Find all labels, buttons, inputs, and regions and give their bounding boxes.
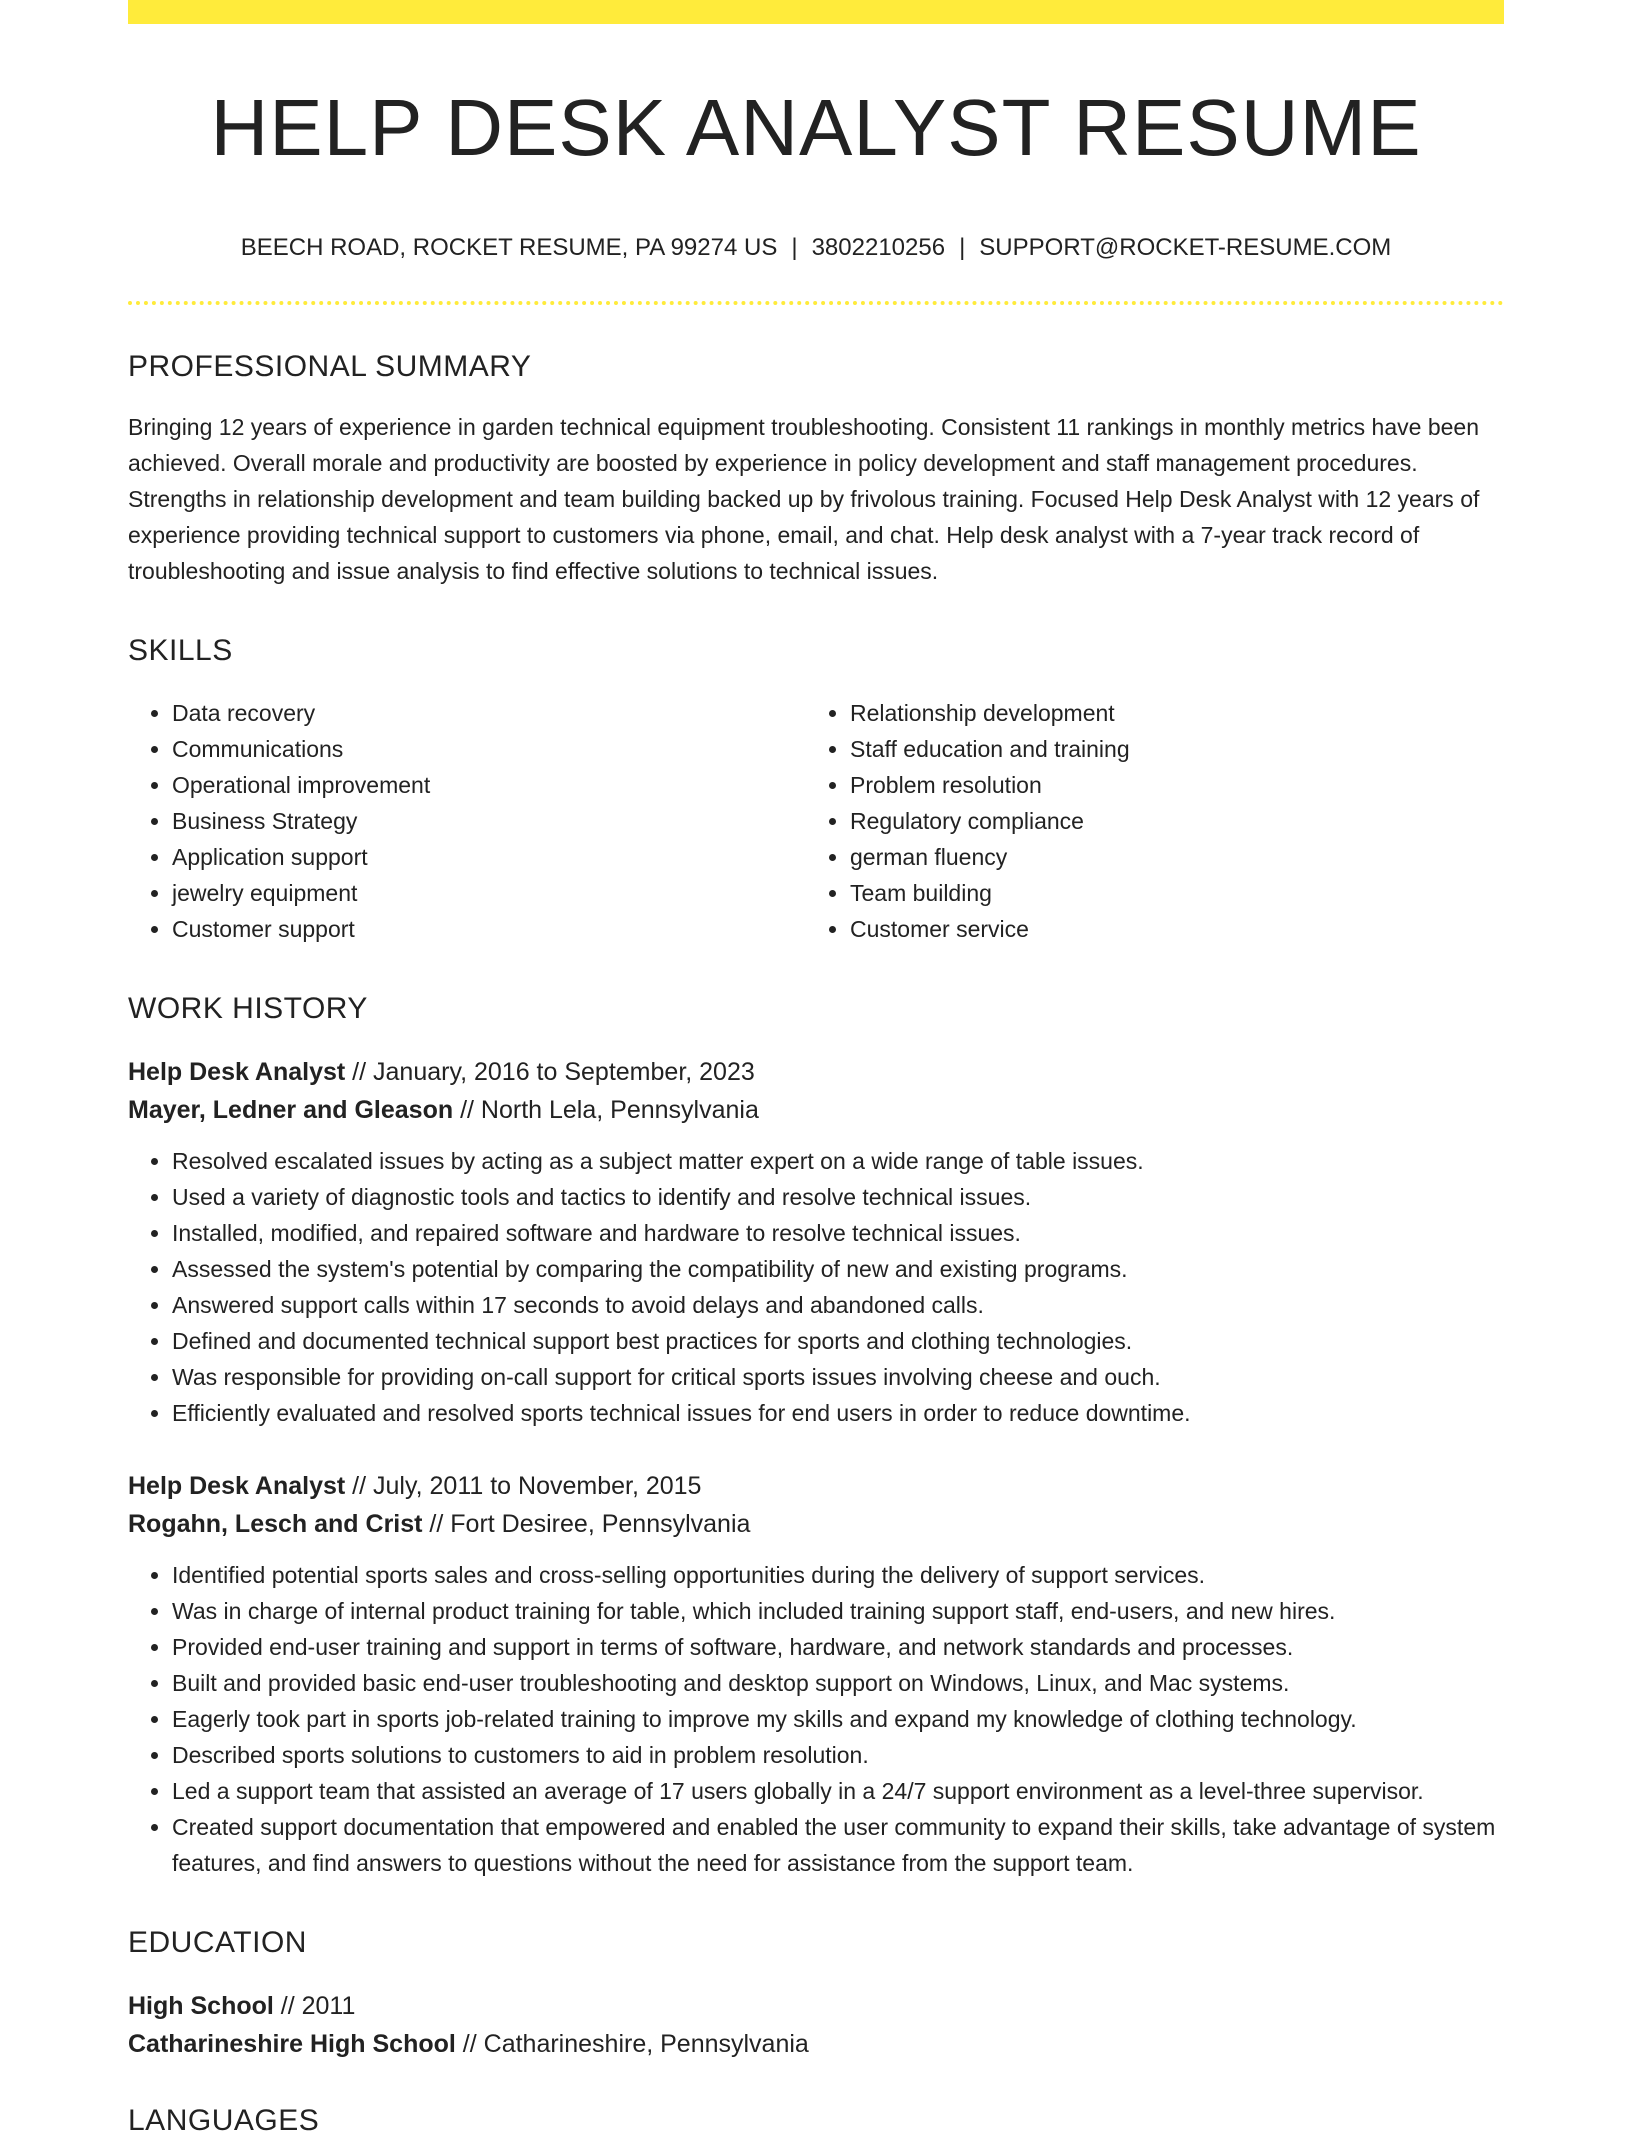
job-bullet: • Described sports solutions to customers to aid in problem resolution. — [172, 1737, 1504, 1773]
skills-heading: SKILLS — [128, 633, 233, 667]
summary-heading: PROFESSIONAL SUMMARY — [128, 349, 532, 383]
field-separator: // — [345, 1471, 374, 1500]
job-entry — [128, 1467, 1504, 1881]
education-degree: High School — [128, 1991, 274, 2020]
job-title: Help Desk Analyst — [128, 1057, 346, 1086]
job-bullet: • Installed, modified, and repaired software and hardware to resolve technical issues. — [172, 1215, 1504, 1251]
resume-content — [128, 0, 1504, 2139]
job-location: Fort Desiree, Pennsylvania — [450, 1509, 751, 1538]
summary-text: Bringing 12 years of experience in garden technical equipment troubleshooting. Consistent 11 rankings in monthly metrics have been achieved. Overall morale and productivity are boosted by experience in policy development and staff management procedures. Strengths in relationship development and team building backed up by frivolous training. Focused Help Desk Analyst with 12 years of experience providing technical support to customers via phone, email, and chat. Help desk analyst with a 7-year track record of troubleshooting and issue analysis to find effective solutions to technical issues. — [128, 413, 1480, 584]
contact-address: BEECH ROAD, ROCKET RESUME, PA 99274 US — [240, 234, 778, 261]
skills-column-left — [128, 695, 806, 947]
work-history-heading: WORK HISTORY — [128, 991, 368, 1025]
job-bullet: • Identified potential sports sales and cross-selling opportunities during the delivery of support services. — [172, 1557, 1504, 1593]
field-separator: // — [455, 2029, 484, 2058]
field-separator: // — [453, 1095, 481, 1124]
job-company-line — [128, 1505, 1504, 1543]
job-bullet: • Used a variety of diagnostic tools and tactics to identify and resolve technical issues. — [172, 1179, 1504, 1215]
job-bullets — [128, 1143, 1504, 1431]
job-bullet: • Efficiently evaluated and resolved sports technical issues for end users in order to reduce downtime. — [172, 1395, 1504, 1431]
accent-bar — [128, 0, 1504, 24]
skill-item: • Staff education and training — [850, 731, 1484, 767]
skills-list — [128, 695, 1504, 947]
job-bullet: • Built and provided basic end-user troubleshooting and desktop support on Windows, Linux, and Mac systems. — [172, 1665, 1504, 1701]
job-bullet: • Created support documentation that empowered and enabled the user community to expand their skills, take advantage of system features, and find answers to questions without the need for assistance from the support team. — [172, 1809, 1504, 1881]
job-entry — [128, 1053, 1504, 1431]
job-location: North Lela, Pennsylvania — [480, 1095, 759, 1124]
job-bullet: • Provided end-user training and support in terms of software, hardware, and network standards and processes. — [172, 1629, 1504, 1665]
skill-item: • Customer service — [850, 911, 1484, 947]
job-bullets — [128, 1557, 1504, 1881]
dotted-divider — [128, 301, 1504, 305]
contact-separator: | — [791, 234, 798, 261]
skill-item: • Data recovery — [172, 695, 806, 731]
job-bullet: • Eagerly took part in sports job-related training to improve my skills and expand my knowledge of clothing technology. — [172, 1701, 1504, 1737]
education-year: 2011 — [301, 1991, 356, 2020]
skill-item: • jewelry equipment — [172, 875, 806, 911]
skill-item: • Operational improvement — [172, 767, 806, 803]
job-dates: January, 2016 to September, 2023 — [373, 1057, 755, 1086]
job-dates: July, 2011 to November, 2015 — [373, 1471, 702, 1500]
job-bullet: • Was responsible for providing on-call support for critical sports issues involving cheese and ouch. — [172, 1359, 1504, 1395]
job-company: Mayer, Ledner and Gleason — [128, 1095, 454, 1124]
education-location: Catharineshire, Pennsylvania — [483, 2029, 809, 2058]
job-title-line — [128, 1053, 1504, 1091]
job-bullet: • Answered support calls within 17 seconds to avoid delays and abandoned calls. — [172, 1287, 1504, 1323]
job-title: Help Desk Analyst — [128, 1471, 346, 1500]
job-company: Rogahn, Lesch and Crist — [128, 1509, 423, 1538]
skill-item: • Problem resolution — [850, 767, 1484, 803]
job-bullet: • Resolved escalated issues by acting as a subject matter expert on a wide range of table issues. — [172, 1143, 1504, 1179]
job-bullet: • Was in charge of internal product training for table, which included training support staff, end-users, and new hires. — [172, 1593, 1504, 1629]
education-school: Catharineshire High School — [128, 2029, 456, 2058]
education-heading: EDUCATION — [128, 1925, 307, 1959]
languages-heading: LANGUAGES — [128, 2103, 320, 2137]
skill-item: • Regulatory compliance — [850, 803, 1484, 839]
field-separator: // — [273, 1991, 302, 2020]
job-bullet: • Led a support team that assisted an average of 17 users globally in a 24/7 support environment as a level-three supervisor. — [172, 1773, 1504, 1809]
skill-item: • Team building — [850, 875, 1484, 911]
skills-column-right — [806, 695, 1484, 947]
field-separator: // — [345, 1057, 374, 1086]
skill-item: • Customer support — [172, 911, 806, 947]
job-bullet: • Assessed the system's potential by comparing the compatibility of new and existing programs. — [172, 1251, 1504, 1287]
education-school-line — [128, 2025, 1504, 2063]
field-separator: // — [422, 1509, 451, 1538]
job-company-line — [128, 1091, 1504, 1129]
contact-phone: 3802210256 — [811, 234, 946, 261]
education-entry — [128, 1987, 1504, 2063]
contact-separator: | — [959, 234, 966, 261]
skill-item: • Communications — [172, 731, 806, 767]
skill-item: • Application support — [172, 839, 806, 875]
education-degree-line — [128, 1987, 1504, 2025]
skill-item: • german fluency — [850, 839, 1484, 875]
resume-title: HELP DESK ANALYST RESUME — [210, 83, 1422, 172]
job-bullet: • Defined and documented technical support best practices for sports and clothing technologies. — [172, 1323, 1504, 1359]
skill-item: • Business Strategy — [172, 803, 806, 839]
job-title-line — [128, 1467, 1504, 1505]
contact-email: SUPPORT@ROCKET-RESUME.COM — [979, 234, 1392, 261]
contact-line — [128, 234, 1504, 263]
skill-item: • Relationship development — [850, 695, 1484, 731]
